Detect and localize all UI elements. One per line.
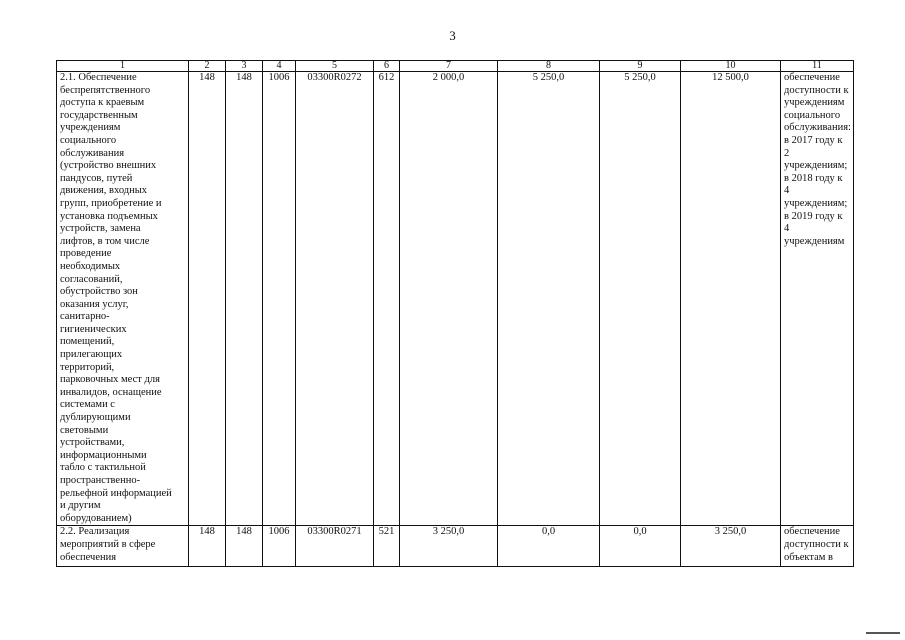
cell-col-10: 12 500,0 <box>681 72 781 526</box>
column-number: 1 <box>57 61 189 72</box>
expected-result: обеспечение доступности к объектам в <box>781 526 854 567</box>
cell-col-3: 148 <box>226 526 263 567</box>
cell-col-9: 0,0 <box>600 526 681 567</box>
activity-name: 2.2. Реализация мероприятий в сфере обеспечения <box>57 526 189 567</box>
column-number-row <box>57 61 854 72</box>
cell-col-5: 03300R0272 <box>296 72 374 526</box>
cell-col-10: 3 250,0 <box>681 526 781 567</box>
cell-col-9: 5 250,0 <box>600 72 681 526</box>
column-number: 3 <box>226 61 263 72</box>
cell-col-6: 612 <box>374 72 400 526</box>
column-number: 11 <box>781 61 854 72</box>
budget-table <box>56 60 854 567</box>
column-number: 7 <box>400 61 498 72</box>
table-row <box>57 72 854 526</box>
column-number: 5 <box>296 61 374 72</box>
cell-col-5: 03300R0271 <box>296 526 374 567</box>
page-number: 3 <box>449 28 456 43</box>
cell-col-2: 148 <box>189 526 226 567</box>
column-number: 6 <box>374 61 400 72</box>
cell-col-4: 1006 <box>263 526 296 567</box>
column-number: 8 <box>498 61 600 72</box>
expected-result: обеспечение доступности к учреждениям социального обслуживания: в 2017 году к 2 учреждениям; в 2018 году к 4 учреждениям; в 2019 году к 4 учреждениям <box>781 72 854 526</box>
cell-col-7: 2 000,0 <box>400 72 498 526</box>
scan-mark <box>866 632 900 634</box>
cell-col-4: 1006 <box>263 72 296 526</box>
cell-col-8: 0,0 <box>498 526 600 567</box>
activity-name: 2.1. Обеспечение беспрепятственного доступа к краевым государственным учреждениям социального обслуживания (устройство внешних пандусов, путей движения, входных групп, приобретение и установка подъемных устройств, замена лифтов, в том числе проведение необходимых согласований, обустройство зон оказания услуг, санитарно- гигиенических помещений, прилегающих территорий, парковочных мест для инвалидов, оснащение системами с дублирующими световыми устройствами, информационными табло с тактильной пространственно- рельефной информацией и другим оборудованием) <box>57 72 189 526</box>
table-row <box>57 526 854 567</box>
column-number: 10 <box>681 61 781 72</box>
cell-col-7: 3 250,0 <box>400 526 498 567</box>
cell-col-2: 148 <box>189 72 226 526</box>
cell-col-6: 521 <box>374 526 400 567</box>
column-number: 4 <box>263 61 296 72</box>
cell-col-3: 148 <box>226 72 263 526</box>
column-number: 2 <box>189 61 226 72</box>
column-number: 9 <box>600 61 681 72</box>
cell-col-8: 5 250,0 <box>498 72 600 526</box>
